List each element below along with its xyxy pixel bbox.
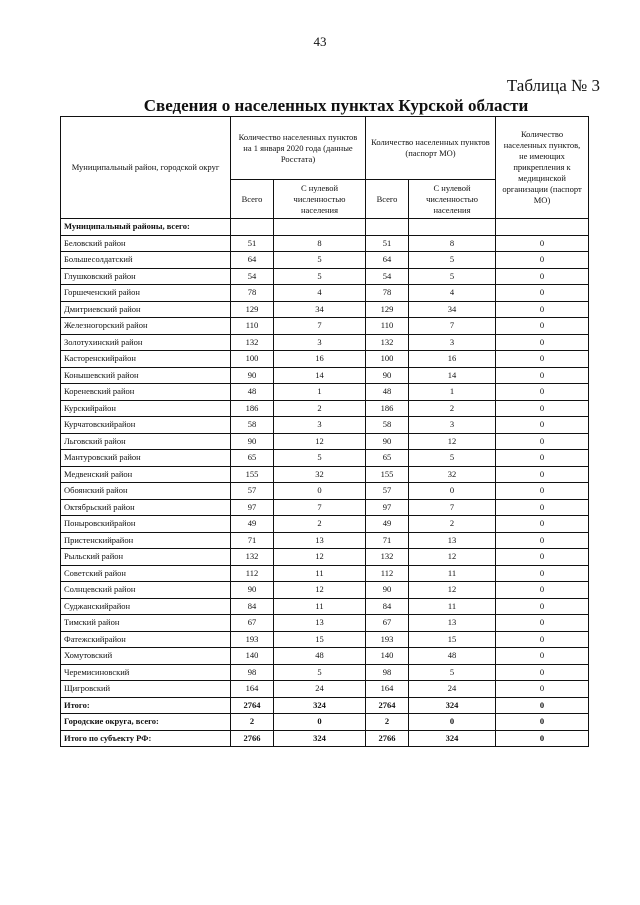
cell-total-rosstat: 132 [231,334,274,351]
cell-no-medical: 0 [496,714,589,731]
cell-total-rosstat: 48 [231,384,274,401]
cell-no-medical: 0 [496,285,589,302]
cell-zero-passport: 32 [409,466,496,483]
cell-total-passport: 51 [366,235,409,252]
table-row [61,565,589,582]
cell-no-medical: 0 [496,549,589,566]
cell-zero-rosstat: 0 [274,714,366,731]
table-row [61,417,589,434]
cell-total-rosstat: 2764 [231,697,274,714]
cell-zero-passport: 324 [409,730,496,747]
cell-zero-passport: 5 [409,268,496,285]
table-row [61,367,589,384]
cell-name: Медвенский район [61,466,231,483]
header-zero-passport: С нулевой численностью населения [409,180,496,219]
cell-zero-passport: 13 [409,615,496,632]
cell-zero-rosstat: 7 [274,318,366,335]
cell-zero-passport: 12 [409,433,496,450]
table-row [61,268,589,285]
cell-zero-rosstat: 1 [274,384,366,401]
cell-no-medical: 0 [496,648,589,665]
cell-total-passport: 54 [366,268,409,285]
cell-zero-passport: 3 [409,417,496,434]
cell-zero-rosstat: 8 [274,235,366,252]
cell-no-medical: 0 [496,450,589,467]
cell-total-rosstat: 129 [231,301,274,318]
cell-zero-rosstat: 12 [274,549,366,566]
cell-total-rosstat: 90 [231,433,274,450]
cell-zero-passport: 2 [409,516,496,533]
cell-total-rosstat: 51 [231,235,274,252]
cell-name: Тимский район [61,615,231,632]
cell-total-rosstat: 155 [231,466,274,483]
cell-zero-rosstat: 5 [274,252,366,269]
cell-no-medical: 0 [496,318,589,335]
table-row [61,697,589,714]
cell-total-rosstat: 100 [231,351,274,368]
cell-zero-passport: 5 [409,664,496,681]
cell-no-medical: 0 [496,268,589,285]
header-group-passport: Количество населенных пунктов (паспорт МО) [366,117,496,180]
header-district: Муниципальный район, городской округ [61,117,231,219]
cell-zero-rosstat: 15 [274,631,366,648]
table-row [61,499,589,516]
cell-zero-rosstat: 5 [274,664,366,681]
cell-no-medical: 0 [496,334,589,351]
cell-name: Железногорский район [61,318,231,335]
cell-no-medical: 0 [496,466,589,483]
cell-zero-passport: 4 [409,285,496,302]
page-number: 43 [313,34,327,49]
cell-name: Касторенскийрайон [61,351,231,368]
cell-total-passport: 2766 [366,730,409,747]
cell-name: Льговский район [61,433,231,450]
cell-zero-rosstat: 12 [274,433,366,450]
header-no-medical: Количество населенных пунктов, не имеющих прикрепления к медицинской организации (паспорт МО) [496,117,589,219]
cell-name: Мантуровский район [61,450,231,467]
cell-no-medical: 0 [496,483,589,500]
cell-total-passport: 64 [366,252,409,269]
cell-no-medical: 0 [496,631,589,648]
cell-total-passport: 193 [366,631,409,648]
cell-total-rosstat: 71 [231,532,274,549]
cell-zero-rosstat: 324 [274,697,366,714]
cell-name: Муниципальный районы, всего: [61,219,231,236]
cell-zero-passport: 0 [409,714,496,731]
cell-name: Пристенскийрайон [61,532,231,549]
table-row [61,235,589,252]
cell-no-medical: 0 [496,664,589,681]
cell-total-rosstat: 110 [231,318,274,335]
table-row [61,400,589,417]
header-group-rosstat: Количество населенных пунктов на 1 января 2020 года (данные Росстата) [231,117,366,180]
cell-name: Золотухинский район [61,334,231,351]
cell-total-rosstat: 65 [231,450,274,467]
cell-total-rosstat: 140 [231,648,274,665]
cell-total-passport: 155 [366,466,409,483]
cell-total-rosstat: 54 [231,268,274,285]
table-row [61,450,589,467]
cell-total-rosstat: 132 [231,549,274,566]
cell-total-rosstat: 193 [231,631,274,648]
cell-zero-rosstat: 32 [274,466,366,483]
cell-name: Суджанскийрайон [61,598,231,615]
cell-no-medical: 0 [496,516,589,533]
cell-zero-passport: 7 [409,499,496,516]
cell-total-passport: 90 [366,367,409,384]
cell-total-rosstat: 84 [231,598,274,615]
cell-total-passport: 90 [366,433,409,450]
cell-total-passport: 78 [366,285,409,302]
table-row [61,714,589,731]
cell-total-passport: 164 [366,681,409,698]
cell-zero-rosstat: 34 [274,301,366,318]
cell-zero-rosstat: 5 [274,450,366,467]
cell-name: Курчатовскийрайон [61,417,231,434]
table-body [61,219,589,747]
cell-no-medical: 0 [496,417,589,434]
table-row [61,219,589,236]
table-row [61,384,589,401]
cell-name: Большесолдатский [61,252,231,269]
cell-zero-rosstat: 3 [274,334,366,351]
table-row [61,516,589,533]
cell-total-passport: 110 [366,318,409,335]
cell-name: Хомутовский [61,648,231,665]
cell-zero-rosstat: 4 [274,285,366,302]
cell-total-rosstat: 97 [231,499,274,516]
cell-no-medical: 0 [496,252,589,269]
cell-total-passport: 132 [366,549,409,566]
table-row [61,648,589,665]
cell-name: Октябрьский район [61,499,231,516]
cell-zero-passport: 48 [409,648,496,665]
cell-name: Дмитриевский район [61,301,231,318]
cell-total-passport: 100 [366,351,409,368]
cell-name: Советский район [61,565,231,582]
cell-total-passport: 84 [366,598,409,615]
table-row [61,681,589,698]
cell-zero-passport: 7 [409,318,496,335]
cell-name: Итого по субъекту РФ: [61,730,231,747]
cell-zero-passport: 12 [409,582,496,599]
cell-zero-rosstat: 48 [274,648,366,665]
cell-name: Фатежскийрайон [61,631,231,648]
cell-name: Рыльский район [61,549,231,566]
table-label: Таблица № 3 [506,76,600,95]
cell-name: Обоянский район [61,483,231,500]
cell-no-medical: 0 [496,565,589,582]
cell-zero-rosstat [274,219,366,236]
cell-total-passport: 48 [366,384,409,401]
cell-total-rosstat: 164 [231,681,274,698]
cell-total-passport: 57 [366,483,409,500]
table-row [61,598,589,615]
cell-total-passport: 2764 [366,697,409,714]
cell-total-rosstat: 186 [231,400,274,417]
cell-total-rosstat: 90 [231,367,274,384]
table-row [61,252,589,269]
cell-zero-passport: 24 [409,681,496,698]
table-row [61,532,589,549]
cell-zero-passport: 16 [409,351,496,368]
table-row [61,301,589,318]
cell-zero-passport: 15 [409,631,496,648]
table-row [61,483,589,500]
cell-no-medical: 0 [496,598,589,615]
table-row [61,318,589,335]
cell-total-passport: 98 [366,664,409,681]
cell-total-rosstat: 112 [231,565,274,582]
cell-no-medical [496,219,589,236]
table-row [61,549,589,566]
cell-zero-rosstat: 7 [274,499,366,516]
table-row [61,631,589,648]
cell-name: Итого: [61,697,231,714]
table-row [61,664,589,681]
cell-zero-rosstat: 324 [274,730,366,747]
cell-zero-passport: 2 [409,400,496,417]
cell-total-rosstat [231,219,274,236]
cell-total-rosstat: 57 [231,483,274,500]
cell-zero-rosstat: 3 [274,417,366,434]
cell-no-medical: 0 [496,301,589,318]
cell-no-medical: 0 [496,582,589,599]
header-total-passport: Всего [366,180,409,219]
cell-name: Горшеченский район [61,285,231,302]
header-zero-rosstat: С нулевой численностью населения [274,180,366,219]
cell-zero-rosstat: 11 [274,598,366,615]
cell-name: Беловский район [61,235,231,252]
cell-no-medical: 0 [496,351,589,368]
cell-total-passport [366,219,409,236]
cell-no-medical: 0 [496,697,589,714]
cell-zero-passport: 0 [409,483,496,500]
cell-zero-passport: 34 [409,301,496,318]
cell-total-rosstat: 49 [231,516,274,533]
cell-zero-rosstat: 2 [274,516,366,533]
cell-total-rosstat: 67 [231,615,274,632]
cell-zero-passport: 324 [409,697,496,714]
cell-total-passport: 129 [366,301,409,318]
table-row [61,466,589,483]
header-total-rosstat: Всего [231,180,274,219]
cell-zero-rosstat: 24 [274,681,366,698]
cell-no-medical: 0 [496,681,589,698]
cell-no-medical: 0 [496,532,589,549]
cell-total-passport: 67 [366,615,409,632]
cell-zero-rosstat: 5 [274,268,366,285]
cell-zero-rosstat: 13 [274,615,366,632]
cell-name: Поныровскийрайон [61,516,231,533]
table-row [61,285,589,302]
cell-total-rosstat: 58 [231,417,274,434]
table-row [61,615,589,632]
cell-zero-passport: 11 [409,598,496,615]
cell-zero-passport: 11 [409,565,496,582]
table-row [61,334,589,351]
cell-total-passport: 132 [366,334,409,351]
cell-total-passport: 186 [366,400,409,417]
cell-no-medical: 0 [496,400,589,417]
cell-no-medical: 0 [496,235,589,252]
cell-total-passport: 71 [366,532,409,549]
cell-name: Черемисиновский [61,664,231,681]
cell-total-rosstat: 78 [231,285,274,302]
cell-total-rosstat: 90 [231,582,274,599]
cell-name: Глушковский район [61,268,231,285]
cell-name: Конышевский район [61,367,231,384]
cell-name: Курскийрайон [61,400,231,417]
cell-zero-rosstat: 14 [274,367,366,384]
cell-no-medical: 0 [496,367,589,384]
document-title: Сведения о населенных пунктах Курской области [143,96,529,115]
cell-name: Щигровский [61,681,231,698]
cell-zero-passport: 5 [409,450,496,467]
cell-name: Кореневский район [61,384,231,401]
cell-total-rosstat: 2766 [231,730,274,747]
header-row-1 [61,117,589,180]
cell-zero-passport [409,219,496,236]
cell-no-medical: 0 [496,499,589,516]
cell-zero-passport: 13 [409,532,496,549]
cell-total-passport: 2 [366,714,409,731]
cell-zero-rosstat: 13 [274,532,366,549]
cell-no-medical: 0 [496,433,589,450]
cell-total-passport: 65 [366,450,409,467]
cell-total-rosstat: 98 [231,664,274,681]
cell-no-medical: 0 [496,384,589,401]
cell-total-passport: 140 [366,648,409,665]
cell-no-medical: 0 [496,730,589,747]
cell-zero-rosstat: 16 [274,351,366,368]
cell-zero-passport: 8 [409,235,496,252]
table-row [61,582,589,599]
cell-total-passport: 58 [366,417,409,434]
cell-zero-passport: 3 [409,334,496,351]
cell-total-passport: 97 [366,499,409,516]
cell-total-rosstat: 64 [231,252,274,269]
table-row [61,433,589,450]
cell-total-passport: 90 [366,582,409,599]
cell-zero-passport: 5 [409,252,496,269]
cell-total-rosstat: 2 [231,714,274,731]
cell-total-passport: 112 [366,565,409,582]
cell-zero-passport: 1 [409,384,496,401]
cell-zero-passport: 14 [409,367,496,384]
cell-total-passport: 49 [366,516,409,533]
cell-zero-rosstat: 0 [274,483,366,500]
cell-name: Солнцевский район [61,582,231,599]
table-row [61,730,589,747]
cell-no-medical: 0 [496,615,589,632]
cell-zero-rosstat: 2 [274,400,366,417]
cell-zero-rosstat: 11 [274,565,366,582]
table-row [61,351,589,368]
cell-zero-passport: 12 [409,549,496,566]
settlements-table [60,116,589,747]
cell-zero-rosstat: 12 [274,582,366,599]
cell-name: Городские округа, всего: [61,714,231,731]
